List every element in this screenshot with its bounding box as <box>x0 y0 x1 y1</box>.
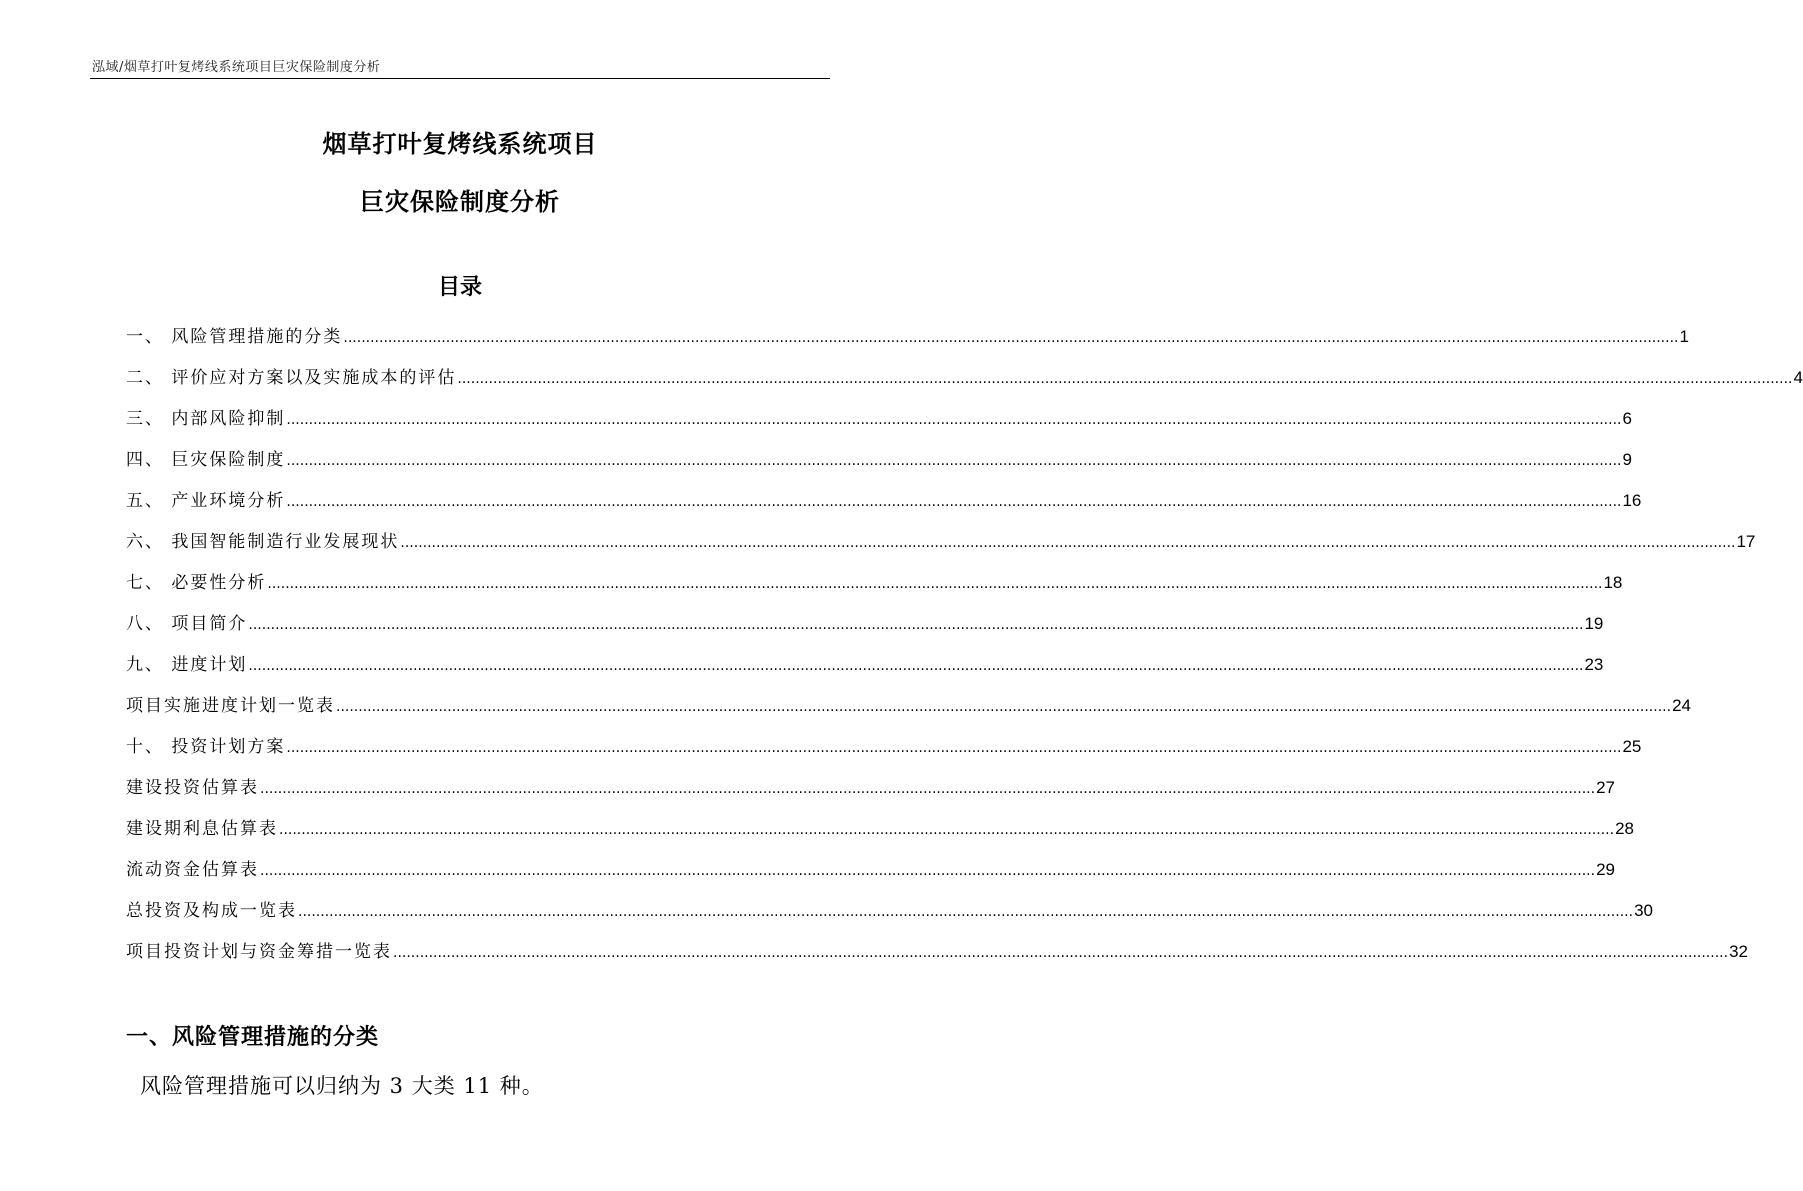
body-paragraph: 风险管理措施可以归纳为 3 大类 11 种。 <box>140 1074 544 1098</box>
toc-entry[interactable] <box>126 443 1632 484</box>
document-title-line-1: 烟草打叶复烤线系统项目 <box>322 130 598 158</box>
toc-entry-label: 七、 必要性分析 <box>126 573 267 593</box>
toc-entry[interactable] <box>126 320 1689 361</box>
toc-entry-label: 五、 产业环境分析 <box>126 491 286 511</box>
toc-entry[interactable] <box>126 771 1615 812</box>
toc-leader-dots: ............................................................................................................................................................................................................................................................................................................ <box>267 576 1603 592</box>
toc-entry-label: 八、 项目简介 <box>126 614 248 634</box>
toc-entry-page: 1 <box>1679 327 1689 346</box>
toc-entry-page: 28 <box>1615 819 1634 838</box>
toc-entry[interactable] <box>126 648 1604 689</box>
toc-entry-page: 17 <box>1736 532 1756 551</box>
toc-entry[interactable] <box>126 689 1691 730</box>
toc-entry[interactable] <box>126 730 1642 771</box>
toc-entry-label: 建设期利息估算表 <box>126 819 278 839</box>
toc-leader-dots: ............................................................................................................................................................................................................................................................................................................ <box>393 945 1729 961</box>
toc-leader-dots: ............................................................................................................................................................................................................................................................................................................ <box>286 494 1622 510</box>
toc-entry[interactable] <box>126 525 1756 566</box>
toc-entry[interactable] <box>126 853 1615 894</box>
running-header: 泓域/烟草打叶复烤线系统项目巨灾保险制度分析 <box>92 60 381 75</box>
toc-entry-page: 27 <box>1596 778 1615 797</box>
toc-leader-dots: ............................................................................................................................................................................................................................................................................................................ <box>286 412 1622 428</box>
toc-entry-page: 16 <box>1622 491 1642 510</box>
header-divider <box>90 78 830 79</box>
toc-entry-label: 四、 巨灾保险制度 <box>126 450 286 470</box>
toc-entry-label: 一、 风险管理措施的分类 <box>126 327 343 347</box>
toc-entry[interactable] <box>126 935 1748 976</box>
toc-leader-dots: ............................................................................................................................................................................................................................................................................................................ <box>298 904 1634 920</box>
toc-entry-page: 9 <box>1622 450 1632 469</box>
toc-entry-label: 二、 评价应对方案以及实施成本的评估 <box>126 368 457 388</box>
toc-entry-label: 六、 我国智能制造行业发展现状 <box>126 532 400 552</box>
toc-entry-label: 项目实施进度计划一览表 <box>126 696 335 716</box>
toc-leader-dots: ............................................................................................................................................................................................................................................................................................................ <box>248 617 1584 633</box>
toc-entry-page: 30 <box>1634 901 1653 920</box>
toc-entry-label: 三、 内部风险抑制 <box>126 409 286 429</box>
toc-entry[interactable] <box>126 812 1634 853</box>
toc-leader-dots: ............................................................................................................................................................................................................................................................................................................ <box>457 371 1793 387</box>
table-of-contents <box>126 320 1803 976</box>
toc-entry[interactable] <box>126 566 1623 607</box>
toc-leader-dots: ............................................................................................................................................................................................................................................................................................................ <box>336 699 1672 715</box>
toc-entry-page: 29 <box>1596 860 1615 879</box>
document-title-line-2: 巨灾保险制度分析 <box>360 188 560 216</box>
toc-entry-page: 24 <box>1672 696 1691 715</box>
toc-entry-page: 25 <box>1622 737 1642 756</box>
toc-entry[interactable] <box>126 402 1632 443</box>
toc-entry[interactable] <box>126 894 1653 935</box>
toc-entry-label: 十、 投资计划方案 <box>126 737 286 757</box>
toc-entry-label: 流动资金估算表 <box>126 860 259 880</box>
toc-entry[interactable] <box>126 361 1803 402</box>
toc-entry-page: 6 <box>1622 409 1632 428</box>
toc-entry-page: 18 <box>1603 573 1623 592</box>
toc-leader-dots: ............................................................................................................................................................................................................................................................................................................ <box>260 781 1596 797</box>
toc-leader-dots: ............................................................................................................................................................................................................................................................................................................ <box>400 535 1736 551</box>
toc-entry-label: 建设投资估算表 <box>126 778 259 798</box>
toc-heading: 目录 <box>437 275 482 300</box>
toc-leader-dots: ............................................................................................................................................................................................................................................................................................................ <box>343 330 1679 346</box>
toc-entry-label: 总投资及构成一览表 <box>126 901 297 921</box>
toc-leader-dots: ............................................................................................................................................................................................................................................................................................................ <box>248 658 1584 674</box>
toc-leader-dots: ............................................................................................................................................................................................................................................................................................................ <box>260 863 1596 879</box>
toc-entry-label: 项目投资计划与资金筹措一览表 <box>126 942 392 962</box>
toc-entry-page: 23 <box>1584 655 1604 674</box>
section-heading: 一、风险管理措施的分类 <box>126 1025 380 1050</box>
toc-entry-label: 九、 进度计划 <box>126 655 248 675</box>
toc-entry-page: 4 <box>1793 368 1803 387</box>
toc-entry[interactable] <box>126 607 1604 648</box>
toc-leader-dots: ............................................................................................................................................................................................................................................................................................................ <box>279 822 1615 838</box>
toc-leader-dots: ............................................................................................................................................................................................................................................................................................................ <box>286 453 1622 469</box>
toc-entry[interactable] <box>126 484 1642 525</box>
toc-leader-dots: ............................................................................................................................................................................................................................................................................................................ <box>286 740 1622 756</box>
toc-entry-page: 19 <box>1584 614 1604 633</box>
toc-entry-page: 32 <box>1729 942 1748 961</box>
